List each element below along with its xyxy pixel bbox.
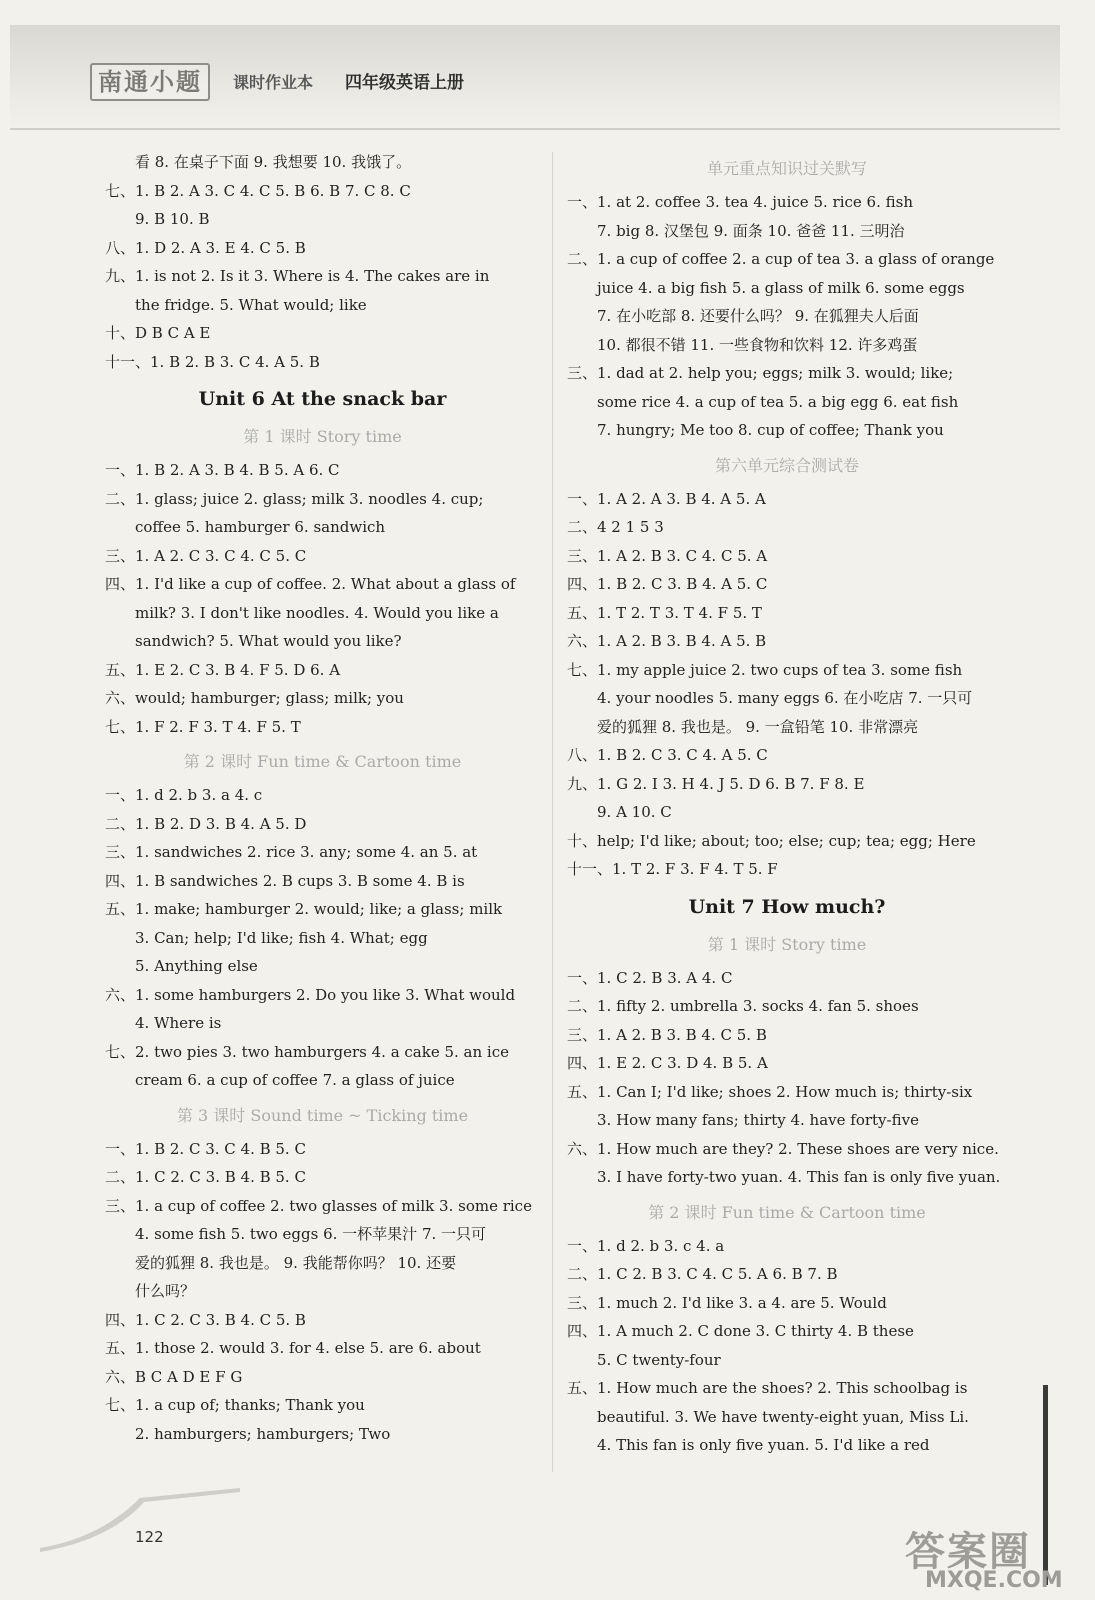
answer-line: 五、1. those 2. would 3. for 4. else 5. are 6. about — [105, 1339, 481, 1357]
brand-logo: 南通小题 — [90, 63, 210, 101]
answer-line: 十一、1. B 2. B 3. C 4. A 5. B — [105, 352, 320, 371]
right-column — [567, 148, 1007, 1460]
u6-lesson3-answers — [105, 1135, 540, 1449]
answer-line: 六、1. some hamburgers 2. Do you like 3. What would — [105, 985, 516, 1004]
answer-line: 一、1. at 2. coffee 3. tea 4. juice 5. rice 6. fish — [567, 193, 913, 211]
answer-line: 4. This fan is only five yuan. 5. I'd like a red — [597, 1436, 930, 1454]
answer-line: 3. Can; help; I'd like; fish 4. What; egg — [135, 928, 428, 947]
answer-line: 五、1. Can I; I'd like; shoes 2. How much is; thirty-six — [567, 1082, 973, 1101]
answer-line: 十、help; I'd like; about; too; else; cup; tea; egg; Here — [567, 831, 976, 850]
watermark-text: 答案圈 — [905, 1529, 1031, 1575]
answer-line: 2. hamburgers; hamburgers; Two — [135, 1424, 391, 1443]
answer-line: coffee 5. hamburger 6. sandwich — [135, 518, 386, 536]
answer-line: beautiful. 3. We have twenty-eight yuan, Miss Li. — [597, 1407, 969, 1426]
answer-line: 二、1. B 2. D 3. B 4. A 5. D — [105, 814, 307, 833]
answer-line: 三、1. a cup of coffee 2. two glasses of milk 3. some rice — [105, 1196, 532, 1215]
u6-lesson3-title: 第 3 课时 Sound time ~ Ticking time — [176, 1105, 469, 1125]
answer-line: 五、1. T 2. T 3. T 4. F 5. T — [567, 603, 762, 622]
answer-line: 一、1. B 2. A 3. B 4. B 5. A 6. C — [105, 461, 340, 479]
unit-test-title: 第六单元综合测试卷 — [714, 455, 859, 475]
left-column — [105, 148, 540, 1448]
answer-line: 二、1. C 2. B 3. C 4. C 5. A 6. B 7. B — [567, 1265, 838, 1283]
answer-line: 三、1. sandwiches 2. rice 3. any; some 4. an 5. at — [105, 843, 478, 861]
answer-line: 5. Anything else — [135, 957, 258, 975]
answer-line: 二、1. C 2. C 3. B 4. B 5. C — [105, 1168, 306, 1186]
answer-line: 9. B 10. B — [135, 210, 210, 228]
u6-lesson2-title: 第 2 课时 Fun time & Cartoon time — [183, 752, 462, 771]
u6-lesson1-title: 第 1 课时 Story time — [243, 427, 402, 446]
unit6-title: Unit 6 At the snack bar — [198, 388, 447, 410]
answer-line: 三、1. much 2. I'd like 3. a 4. are 5. Would — [567, 1293, 887, 1312]
answer-line: milk? 3. I don't like noodles. 4. Would you like a — [135, 603, 499, 622]
answer-line: juice 4. a big fish 5. a glass of milk 6. some eggs — [597, 278, 965, 297]
answer-line: 3. How many fans; thirty 4. have forty-five — [597, 1111, 919, 1129]
answer-line: 五、1. How much are the shoes? 2. This schoolbag is — [567, 1379, 968, 1397]
answer-line: 三、1. A 2. C 3. C 4. C 5. C — [105, 546, 307, 565]
answer-line: 二、4 2 1 5 3 — [567, 518, 664, 536]
answer-line: 四、1. B 2. C 3. B 4. A 5. C — [567, 575, 768, 593]
answer-line: 一、1. A 2. A 3. B 4. A 5. A — [567, 489, 766, 508]
answer-line: 3. I have forty-two yuan. 4. This fan is only five yuan. — [597, 1168, 1001, 1186]
answer-line: 七、1. F 2. F 3. T 4. F 5. T — [105, 717, 301, 736]
answer-line: 五、1. E 2. C 3. B 4. F 5. D 6. A — [105, 660, 341, 679]
answer-line: 六、1. How much are they? 2. These shoes are very nice. — [567, 1139, 999, 1158]
u7-lesson2-title: 第 2 课时 Fun time & Cartoon time — [648, 1202, 926, 1222]
answer-line: 二、1. fifty 2. umbrella 3. socks 4. fan 5. shoes — [567, 997, 919, 1015]
answer-line: 4. Where is — [135, 1014, 222, 1032]
answer-line: 一、1. B 2. C 3. C 4. B 5. C — [105, 1139, 306, 1158]
answer-line: sandwich? 5. What would you like? — [135, 632, 402, 650]
answer-line: cream 6. a cup of coffee 7. a glass of juice — [135, 1071, 455, 1089]
answer-line: 7. 在小吃部 8. 还要什么吗？ 9. 在狐狸夫人后面 — [597, 307, 919, 325]
answer-line: 四、1. E 2. C 3. D 4. B 5. A — [567, 1054, 768, 1072]
page-number: 122 — [135, 1528, 164, 1546]
unit-test-answers — [567, 485, 1007, 884]
answer-line: 5. C twenty-four — [597, 1350, 721, 1369]
answer-line: 4. your noodles 5. many eggs 6. 在小吃店 7. 一只可 — [597, 689, 973, 707]
answer-line: 四、1. A much 2. C done 3. C thirty 4. B these — [567, 1322, 914, 1340]
answer-line: 四、1. C 2. C 3. B 4. C 5. B — [105, 1310, 306, 1329]
answer-line: 七、1. my apple juice 2. two cups of tea 3. some fish — [567, 660, 963, 679]
answer-line: 六、B C A D E F G — [105, 1367, 243, 1386]
answer-line: 爱的狐狸 8. 我也是。 9. 一盒铅笔 10. 非常漂亮 — [597, 717, 919, 736]
watermark-logo — [905, 1520, 1063, 1593]
answer-line: 一、1. C 2. B 3. A 4. C — [567, 968, 733, 987]
review-title: 单元重点知识过关默写 — [706, 159, 867, 178]
answer-line: 二、1. a cup of coffee 2. a cup of tea 3. a glass of orange — [567, 250, 995, 268]
answer-line: the fridge. 5. What would; like — [135, 295, 367, 314]
book-title: 四年级英语上册 — [345, 73, 464, 93]
answer-line: 10. 都很不错 11. 一些食物和饮料 12. 许多鸡蛋 — [597, 335, 918, 354]
u7-lesson2-answers — [567, 1232, 1007, 1460]
answer-line: 七、1. a cup of; thanks; Thank you — [105, 1396, 365, 1414]
answer-line: 9. A 10. C — [597, 803, 672, 821]
answer-line: 五、1. make; hamburger 2. would; like; a glass; milk — [105, 900, 503, 918]
binding-edge — [1043, 1385, 1048, 1585]
answer-line: 九、1. is not 2. Is it 3. Where is 4. The cakes are in — [105, 267, 490, 285]
answer-line: 三、1. dad at 2. help you; eggs; milk 3. would; like; — [567, 364, 954, 382]
answer-line: 八、1. B 2. C 3. C 4. A 5. C — [567, 746, 768, 764]
review-answers — [567, 188, 1007, 445]
answer-line: 六、would; hamburger; glass; milk; you — [105, 689, 404, 707]
answer-line: 八、1. D 2. A 3. E 4. C 5. B — [105, 238, 306, 257]
footer-swoosh — [40, 1478, 240, 1558]
u7-lesson1-title: 第 1 课时 Story time — [707, 934, 867, 954]
u7-lesson1-answers — [567, 964, 1007, 1192]
answer-line: 爱的狐狸 8. 我也是。 9. 我能帮你吗？ 10. 还要 — [135, 1253, 457, 1272]
answer-line: 七、2. two pies 3. two hamburgers 4. a cake 5. an ice — [105, 1042, 510, 1061]
answer-line: 四、1. I'd like a cup of coffee. 2. What about a glass of — [105, 575, 516, 593]
answer-line: 三、1. A 2. B 3. C 4. C 5. A — [567, 546, 768, 565]
answer-line: 十一、1. T 2. F 3. F 4. T 5. F — [567, 860, 778, 878]
answer-line: 看 8. 在桌子下面 9. 我想要 10. 我饿了。 — [135, 153, 412, 171]
answer-line: 四、1. B sandwiches 2. B cups 3. B some 4. B is — [105, 871, 465, 890]
carryover-answers — [105, 148, 540, 376]
answer-line: 二、1. glass; juice 2. glass; milk 3. noodles 4. cup; — [105, 489, 484, 508]
u6-lesson1-answers — [105, 456, 540, 741]
answer-line: some rice 4. a cup of tea 5. a big egg 6. eat fish — [597, 392, 959, 411]
answer-line: 4. some fish 5. two eggs 6. 一杯苹果汁 7. 一只可 — [135, 1225, 487, 1243]
unit7-title: Unit 7 How much? — [688, 895, 886, 918]
answer-line: 六、1. A 2. B 3. B 4. A 5. B — [567, 632, 767, 650]
answer-line: 十、D B C A E — [105, 324, 211, 342]
watermark-url: MXQE.COM — [925, 1568, 1063, 1593]
answer-line: 一、1. d 2. b 3. a 4. c — [105, 786, 263, 804]
answer-line: 7. big 8. 汉堡包 9. 面条 10. 爸爸 11. 三明治 — [597, 221, 905, 240]
column-divider — [552, 152, 553, 1472]
answer-line: 九、1. G 2. I 3. H 4. J 5. D 6. B 7. F 8. E — [567, 774, 865, 793]
answer-line: 一、1. d 2. b 3. c 4. a — [567, 1236, 725, 1255]
answer-line: 7. hungry; Me too 8. cup of coffee; Thank you — [597, 421, 944, 439]
answer-line: 三、1. A 2. B 3. B 4. C 5. B — [567, 1025, 767, 1044]
answer-line: 什么吗？ — [135, 1282, 196, 1300]
book-series: 课时作业本 — [233, 73, 314, 92]
u6-lesson2-answers — [105, 781, 540, 1095]
answer-line: 七、1. B 2. A 3. C 4. C 5. B 6. B 7. C 8. C — [105, 181, 411, 200]
